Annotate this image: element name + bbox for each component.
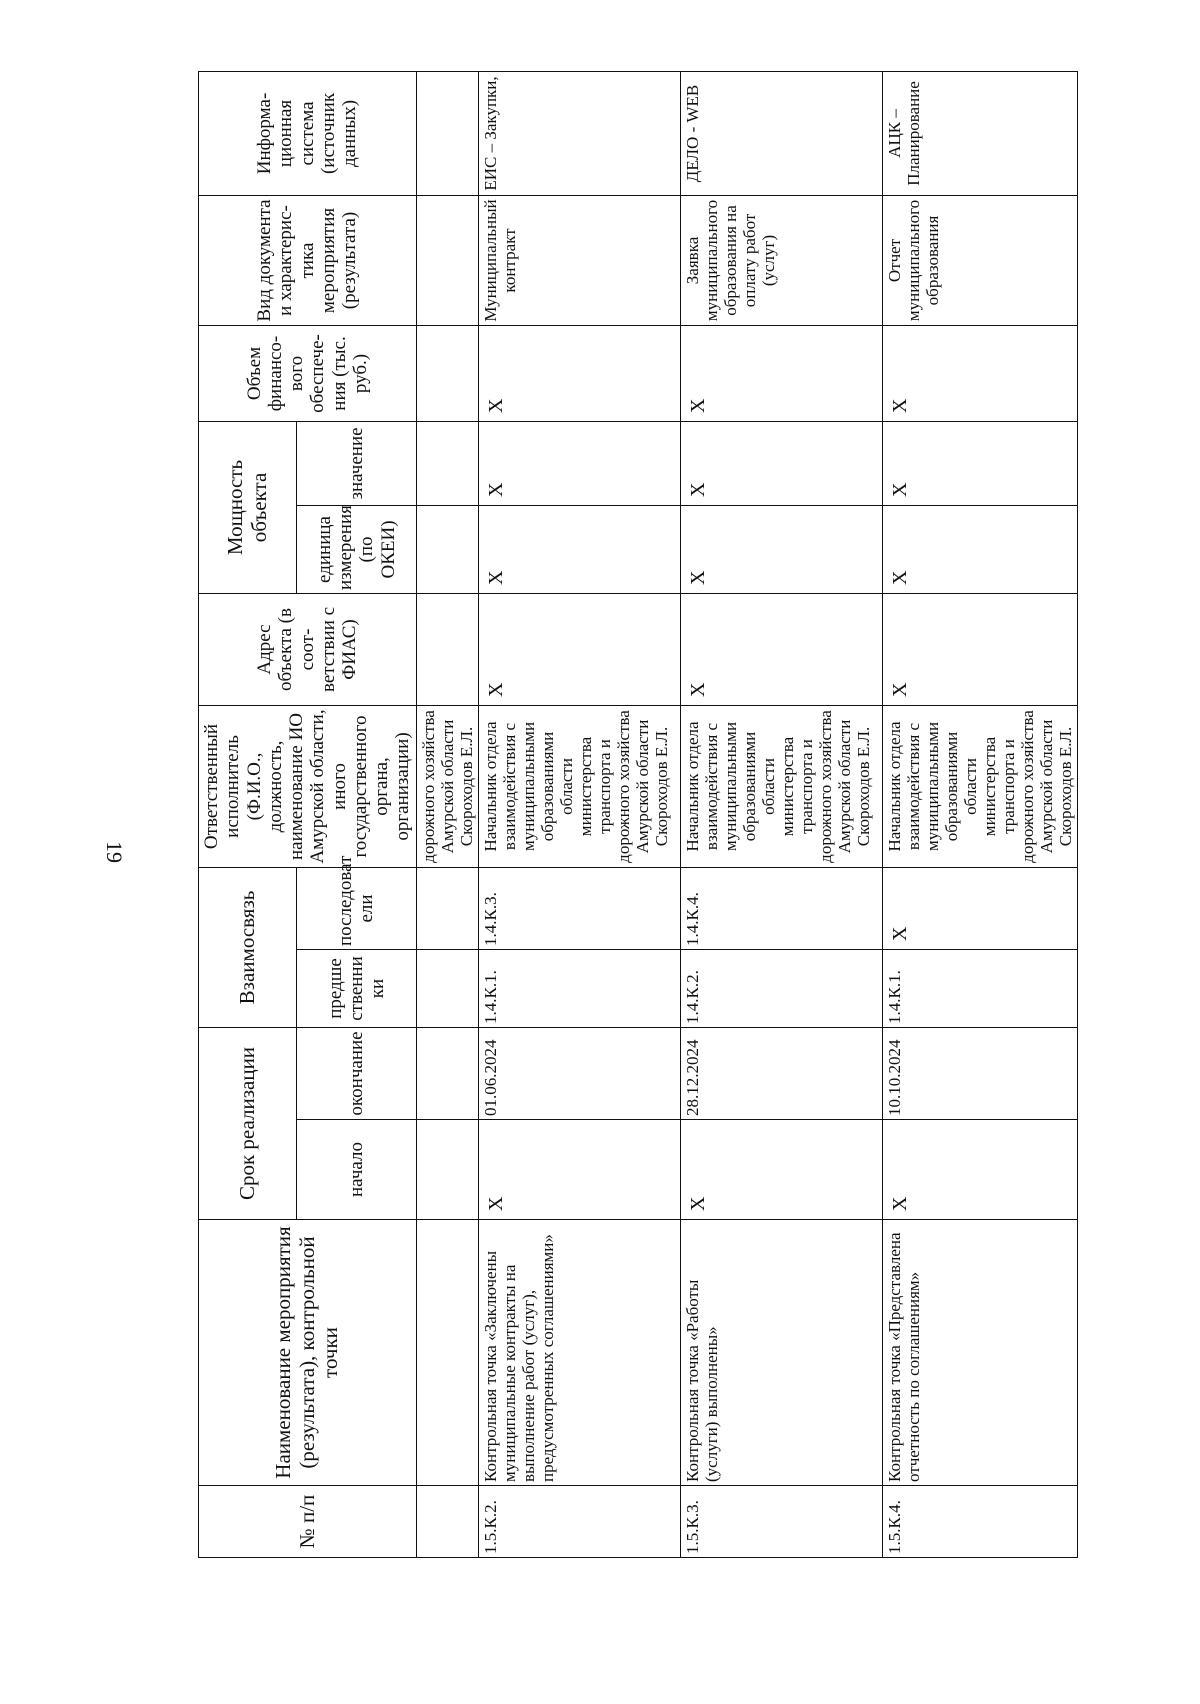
row-start: X <box>882 1120 1077 1220</box>
row-responsible: Начальник отдела взаимодействия с муниципальными образованиями области министерства транспорта и дорожного хозяйства Амурской области Скороходов Е.Л. <box>680 705 882 867</box>
header-capacity: Мощность объекта <box>199 421 297 593</box>
header-unit: единица измерения (по ОКЕИ) <box>297 505 417 593</box>
header-relation: Взаимосвязь <box>199 867 297 1027</box>
header-period: Срок реализации <box>199 1028 297 1220</box>
row-name: Контрольная точка «Работы (услуги) выполнены» <box>680 1220 882 1486</box>
header-name: Наименование мероприятия (результата), контрольной точки <box>199 1220 417 1486</box>
row-address: X <box>882 593 1077 705</box>
row-end: 28.12.2024 <box>680 1028 882 1120</box>
continuation-responsible: дорожного хозяйства Амурской области Скороходов Е.Л. <box>416 705 478 867</box>
header-value: значение <box>297 421 417 505</box>
row-finance: X <box>882 325 1077 421</box>
row-responsible: Начальник отдела взаимодействия с муниципальными образованиями области министерства транспорта и дорожного хозяйства Амурской области Скороходов Е.Л. <box>882 705 1077 867</box>
header-start: начало <box>297 1120 417 1220</box>
row-info-system: ДЕЛО - WEB <box>680 71 882 195</box>
header-info-system: Информа- ционная система (источник данных) <box>199 71 417 195</box>
row-num: 1.5.К.2. <box>478 1486 680 1558</box>
row-finance: X <box>478 325 680 421</box>
header-finance: Объем финансо- вого обеспече- ния (тыс. руб.) <box>199 325 417 421</box>
row-value: X <box>882 421 1077 505</box>
row-start: X <box>478 1120 680 1220</box>
row-end: 01.06.2024 <box>478 1028 680 1120</box>
header-predecessors: предше ственни ки <box>297 950 417 1028</box>
header-address: Адрес объекта (в соот- ветствии с ФИАС) <box>199 593 417 705</box>
header-document: Вид документа и характерис- тика мероприятия (результата) <box>199 195 417 325</box>
row-successor: X <box>882 867 1077 949</box>
row-info-system: АЦК – Планирование <box>882 71 1077 195</box>
row-predecessor: 1.4.К.1. <box>478 950 680 1028</box>
row-finance: X <box>680 325 882 421</box>
row-address: X <box>680 593 882 705</box>
header-num: № п/п <box>199 1486 417 1558</box>
row-end: 10.10.2024 <box>882 1028 1077 1120</box>
schedule-table <box>198 71 1078 1558</box>
row-unit: X <box>882 505 1077 593</box>
table-row <box>478 71 680 1557</box>
rotated-table-wrapper <box>198 72 1076 1558</box>
row-start: X <box>680 1120 882 1220</box>
row-document: Отчет муниципального образования <box>882 195 1077 325</box>
row-successor: 1.4.К.3. <box>478 867 680 949</box>
header-row-1 <box>199 71 297 1557</box>
header-end: окончание <box>297 1028 417 1120</box>
row-value: X <box>680 421 882 505</box>
page-number: 19 <box>102 841 127 863</box>
continuation-row <box>416 71 478 1557</box>
header-responsible: Ответственный исполнитель (Ф.И.О., должность, наименование ИО Амурской области, иного государственного органа, организации) <box>199 705 417 867</box>
table-row <box>882 71 1077 1557</box>
row-document: Заявка муниципального образования на оплату работ (услуг) <box>680 195 882 325</box>
row-num: 1.5.К.3. <box>680 1486 882 1558</box>
row-num: 1.5.К.4. <box>882 1486 1077 1558</box>
row-successor: 1.4.К.4. <box>680 867 882 949</box>
row-document: Муниципальный контракт <box>478 195 680 325</box>
header-successors: последоват ели <box>297 867 417 949</box>
row-name: Контрольная точка «Заключены муниципальные контракты на выполнение работ (услуг), предусмотренных соглашениями» <box>478 1220 680 1486</box>
row-value: X <box>478 421 680 505</box>
row-predecessor: 1.4.К.2. <box>680 950 882 1028</box>
row-predecessor: 1.4.К.1. <box>882 950 1077 1028</box>
row-responsible: Начальник отдела взаимодействия с муниципальными образованиями области министерства транспорта и дорожного хозяйства Амурской области Скороходов Е.Л. <box>478 705 680 867</box>
table-row <box>680 71 882 1557</box>
row-info-system: ЕИС – Закупки, <box>478 71 680 195</box>
row-unit: X <box>680 505 882 593</box>
row-name: Контрольная точка «Представлена отчетность по соглашениям» <box>882 1220 1077 1486</box>
row-address: X <box>478 593 680 705</box>
row-unit: X <box>478 505 680 593</box>
